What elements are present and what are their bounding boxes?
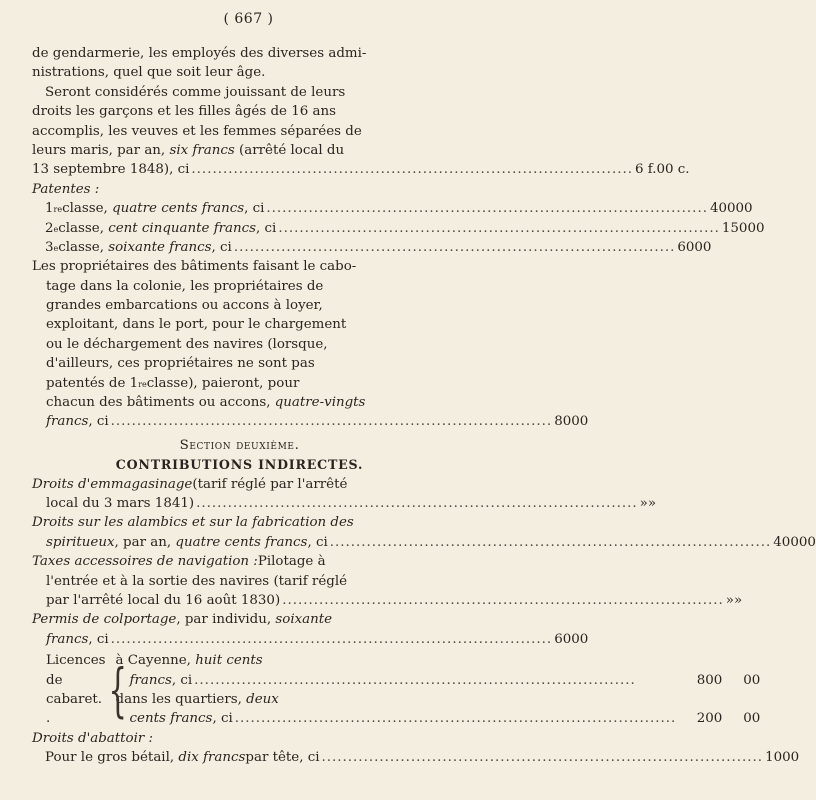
entry-line: francs , ci ..... 80 00 <box>32 412 447 431</box>
text-line: à Cayenne, huit cents <box>115 653 263 669</box>
text-line: patentés de 1 re classe), paieront, pour <box>46 375 300 391</box>
subheading: Droits d'abattoir : <box>32 730 154 746</box>
section-title: Section deuxième. <box>179 437 300 453</box>
cents: 00 c. <box>656 162 690 178</box>
text-line: accomplis, les veuves et les femmes séparées de <box>32 123 362 139</box>
text-line: nistrations, quel que soit leur âge. <box>32 65 266 81</box>
text-line: Droits sur les alambics et sur la fabrication des <box>32 515 354 531</box>
text-line: leurs maris, par an, six francs (arrêté local du <box>32 142 345 158</box>
entry-line: francs , ci ..... 800 00 <box>116 671 761 690</box>
entry-line: 2 e classe, cent cinquante francs , ci ..... 150 00 <box>32 219 447 238</box>
text-line: de gendarmerie, les employés des diverses admi- <box>32 46 367 61</box>
page-number: ( 667 ) <box>223 11 274 27</box>
text-line: Permis de colportage , par individu, soixante <box>32 612 333 628</box>
licences-label: Licences de cabaret. . <box>46 653 106 727</box>
licences-entries <box>116 651 761 729</box>
text-line: ou le déchargement des navires (lorsque, <box>46 336 328 352</box>
entry-line: Pour le gros bétail, dix francs par tête, ci ..... 10 00 <box>32 748 447 767</box>
entry-line: 3 e classe, soixante francs , ci ..... 60 00 <box>32 238 447 257</box>
text-line: droits les garçons et les filles âgés de 16 ans <box>32 104 337 120</box>
text-line: exploitant, dans le port, pour le chargement <box>46 317 347 333</box>
amount: 6 f. <box>634 162 657 178</box>
entry-line: local du 3 mars 1841) ..... » » <box>32 494 447 513</box>
text-line: Seront considérés comme jouissant de leurs <box>45 84 346 100</box>
entry-line: 1 re classe, quatre cents francs , ci ..... 400 00 <box>32 199 447 218</box>
entry-line: cents francs , ci ..... 200 00 <box>116 709 761 728</box>
page-body <box>32 44 816 768</box>
text-line: l'entrée et à la sortie des navires (tarif réglé <box>46 573 348 589</box>
text-line: Les propriétaires des bâtiments faisant le cabo- <box>32 259 357 275</box>
section-heading: CONTRIBUTIONS INDIRECTES. <box>115 457 364 473</box>
text-line: Taxes accessoires de navigation : Pilotage à <box>32 554 326 570</box>
text-line: dans les quartiers, deux <box>115 691 279 707</box>
text-line: tage dans la colonie, les propriétaires de <box>46 278 324 294</box>
text-line: d'ailleurs, ces propriétaires ne sont pas <box>46 356 315 372</box>
entry-line: spiritueux , par an, quatre cents francs , ci ..... 400 00 <box>32 533 447 552</box>
text-line: grandes embarcations ou accons à loyer, <box>46 298 323 314</box>
text-line: Droits d'emmagasinage (tarif réglé par l'arrêté <box>32 476 348 492</box>
entry-line: 13 septembre 1848), ci ..... 6 f. 00 c. <box>32 160 447 179</box>
text-line: chacun des bâtiments ou accons, quatre-vingts <box>46 395 366 411</box>
entry-line: francs , ci ..... 60 00 <box>32 630 447 649</box>
entry-line: par l'arrêté local du 16 août 1830) ..... » » <box>32 591 447 610</box>
subheading: Patentes : <box>32 181 100 197</box>
licences-block <box>32 651 761 729</box>
brace-glyph: { <box>108 655 127 724</box>
